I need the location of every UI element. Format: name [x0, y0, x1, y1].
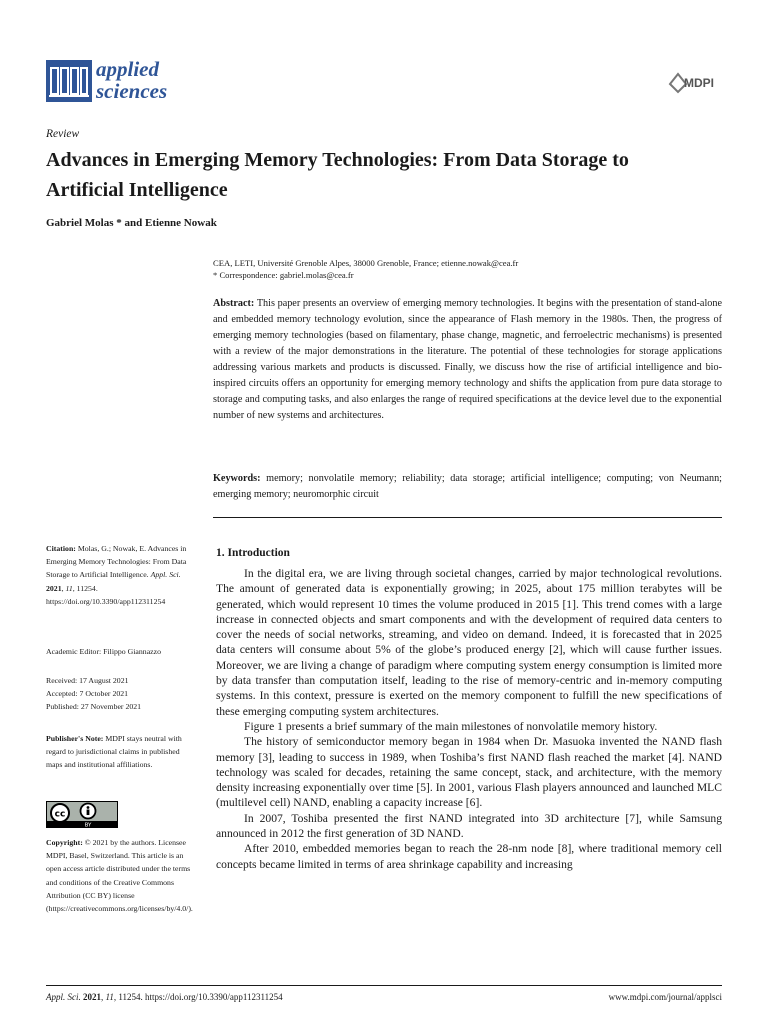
body-paragraph: In 2007, Toshiba presented the first NAND integrated into 3D architecture [7], while Samsung announced in 2012 the first generation of 3D NAND. [216, 811, 722, 841]
introduction-body [216, 566, 722, 872]
publisher-note-text: MDPI stays neutral with regard to jurisdictional claims in published maps and institutional affiliations. [46, 734, 182, 770]
citation-journal: Appl. Sci. [150, 570, 181, 580]
publisher-name: MDPI [684, 76, 714, 90]
copyright-label: Copyright: [46, 838, 83, 847]
introduction-heading: 1. Introduction [216, 547, 290, 559]
cc-by-label: BY [84, 822, 92, 828]
citation-year: 2021 [46, 583, 62, 593]
affiliation-line: CEA, LETI, Université Grenoble Alpes, 38000 Grenoble, France; etienne.nowak@cea.fr [213, 258, 519, 268]
mdpi-logo [668, 70, 722, 94]
affiliations [213, 257, 723, 281]
journal-logo-icon [46, 60, 92, 102]
footer-journal: Appl. Sci. [46, 992, 81, 1002]
copyright-text: © 2021 by the authors. Licensee MDPI, Basel, Switzerland. This article is an open access article distributed under the terms and conditions of the Creative Commons Attribution (CC BY) license (https://creativecommons.org/licenses/by/4.0/). [46, 838, 193, 914]
publisher-note-label: Publisher's Note: [46, 734, 104, 743]
section-divider [213, 517, 722, 518]
abstract [213, 296, 722, 424]
cc-by-license-icon[interactable] [46, 801, 118, 828]
body-paragraph: In the digital era, we are living through societal changes, carried by major technological revolutions. The amount of generated data is exponentially growing; in 2025, about 175 million terabytes will be generated, which would represent 10 times the volume produced in 2015 [1]. This trend comes with a large increase in connected objects and smart components and with the development of required data centers to cover the needs of social networks, streaming, and video on demand. Indeed, it is forecasted that in 2025 data centers will consume about 5% of the globe’s produced energy [2], which will cause further issues. Moreover, we are living a change of paradigm where computing system energy consumption is limited more by data transfer than computation itself, leading to the rise of memory-centric and in-memory computing systems. In this context, pressure is exerted on the memory component to fulfill the new specifications of these emerging computing system architectures. [216, 567, 722, 718]
journal-name [96, 58, 167, 102]
received-date: Received: 17 August 2021 [46, 676, 129, 685]
keywords-text: memory; nonvolatile memory; reliability; data storage; artificial intelligence; computing; von Neumann; emerging memory; neuromorphic circuit [213, 473, 723, 500]
svg-text:cc: cc [54, 809, 66, 820]
journal-name-line2: sciences [96, 79, 168, 103]
citation-volume: 11 [65, 583, 73, 593]
keywords-label: Keywords: [213, 473, 261, 484]
correspondence-line: * Correspondence: gabriel.molas@cea.fr [213, 270, 354, 280]
footer-doi[interactable]: , 11254. https://doi.org/10.3390/app112311254 [113, 992, 283, 1002]
article-type: Review [46, 128, 80, 140]
citation-text: Molas, G.; Nowak, E. Advances in Emerging Memory Technologies: From Data Storage to Artificial Intelligence. [46, 544, 187, 580]
abstract-label: Abstract: [213, 298, 255, 309]
body-paragraph: After 2010, embedded memories began to reach the 28-nm node [8], where traditional memory cell concepts became limited in terms of area shrinkage capability and increasing [216, 842, 722, 871]
body-paragraph: Figure 1 presents a brief summary of the main milestones of nonvolatile memory history. [244, 719, 658, 733]
footer-citation: Appl. Sci. 2021, 11, 11254. https://doi.org/10.3390/app112311254 [46, 992, 283, 1002]
dates-block [46, 674, 196, 714]
citation-doi[interactable]: , 11254. https://doi.org/10.3390/app112311254 [46, 583, 166, 606]
copyright-block [46, 836, 196, 915]
footer-volume: 11 [105, 992, 114, 1002]
abstract-text: This paper presents an overview of emerging memory technologies. It begins with the presentation of stand-alone and embedded memory technology evolution, since the appearance of Flash memory in the 1980s. Then, the progress of emerging memory technologies (based on filamentary, phase change, magnetic, and ferroelectric mechanisms) is presented with a review of the major demonstrations in the literature. The potential of these technologies for storage applications addressing various markets and products is discussed. Finally, we discuss how the rise of artificial intelligence and bio-inspired circuits offers an opportunity for emerging memory technology and shifts the application from pure data storage to storage and computing tasks, and also enlarges the range of required specifications at the device level due to the exponential number of new systems and architectures. [213, 298, 722, 421]
footer-divider [46, 985, 722, 986]
journal-name-line1: applied [96, 57, 159, 81]
publisher-note [46, 732, 196, 772]
article-title: Advances in Emerging Memory Technologies: From Data Storage to Artificial Intelligence [46, 149, 629, 201]
footer-year: 2021 [83, 992, 101, 1002]
authors: Gabriel Molas * and Etienne Nowak [46, 217, 217, 229]
footer-journal-url[interactable]: www.mdpi.com/journal/applsci [608, 992, 722, 1002]
accepted-date: Accepted: 7 October 2021 [46, 689, 129, 699]
keywords [213, 471, 722, 503]
academic-editor: Academic Editor: Filippo Giannazzo [46, 647, 161, 656]
body-paragraph: The history of semiconductor memory began in 1984 when Dr. Masuoka invented the NAND flash memory [3], leading to success in 1989, when Toshiba’s first NAND flash reached the market [4]. NAND technology was scaled for decades, retaining the same concept, stack, and architecture, with the memory density increasing exponentially over time [5]. In 2001, various Flash players announced and launched MLC (multilevel cell) NAND, enabling a capacity increase [6]. [216, 735, 722, 810]
citation-block: Citation: Molas, G.; Nowak, E. Advances in Emerging Memory Technologies: From Data Storage to Artificial Intelligence. Appl. Sci. 2021, 11, 11254. https://doi.org/10.3390/app112311254 [46, 544, 187, 606]
citation-label: Citation: [46, 544, 76, 553]
published-date: Published: 27 November 2021 [46, 702, 142, 712]
